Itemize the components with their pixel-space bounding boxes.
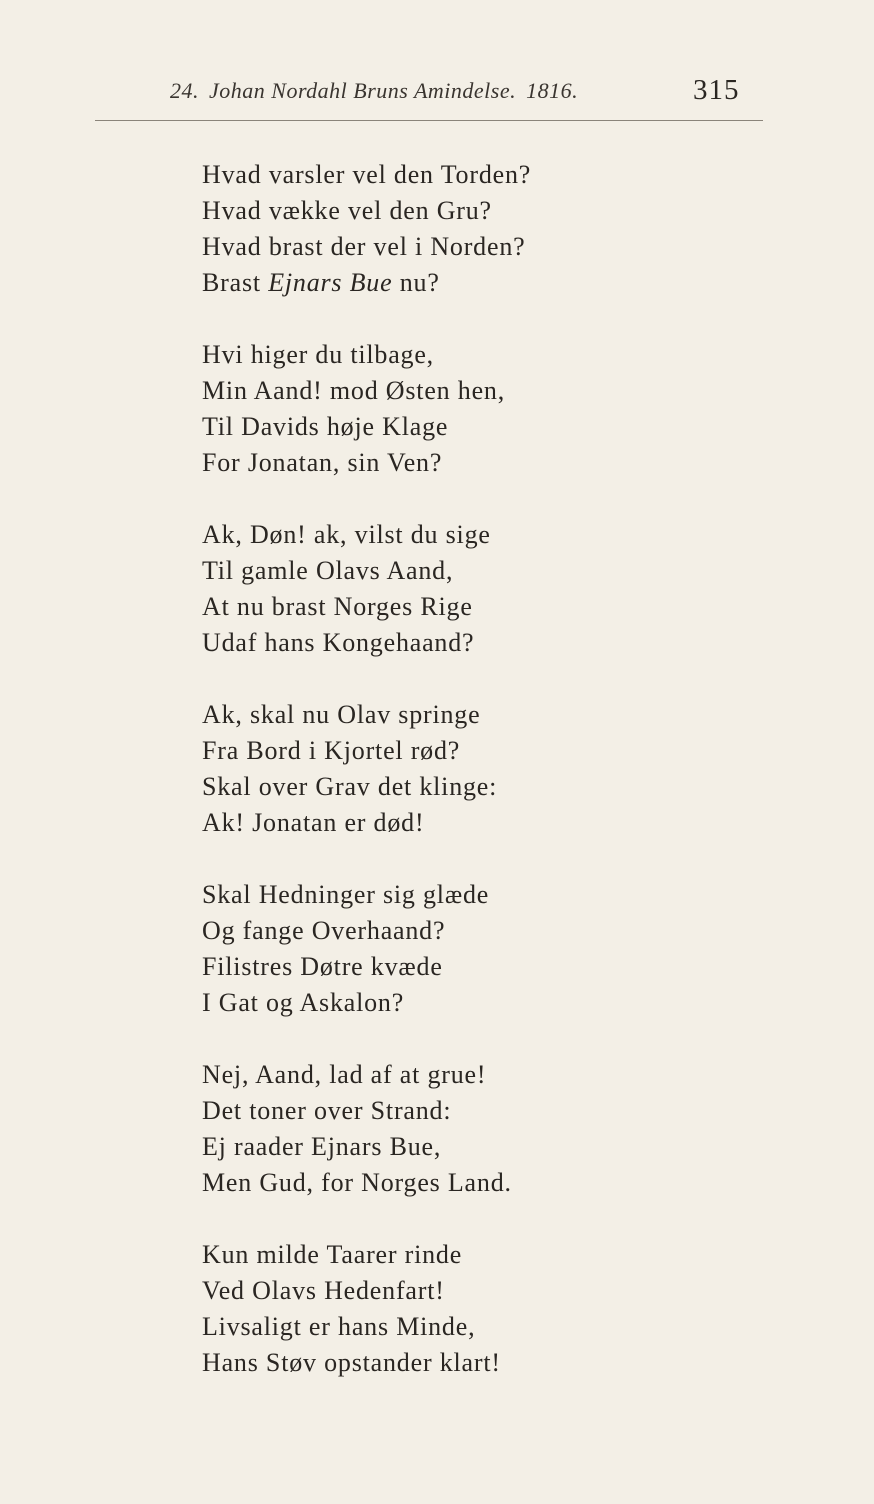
poem-line: Hvad brast der vel i Norden?: [202, 232, 526, 261]
stanza: [202, 1057, 762, 1237]
poem-line: Til gamle Olavs Aand,: [202, 556, 454, 585]
stanza: [202, 337, 762, 517]
poem: [202, 157, 762, 1417]
running-head: [170, 78, 582, 104]
poem-line: At nu brast Norges Rige: [202, 592, 473, 621]
poem-line: Til Davids høje Klage: [202, 412, 449, 441]
poem-line: Hvad vække vel den Gru?: [202, 196, 492, 225]
stanza: [202, 877, 762, 1057]
poem-line: I Gat og Askalon?: [202, 988, 405, 1017]
poem-line: Det toner over Strand:: [202, 1096, 452, 1125]
italic-name: Ejnars Bue: [268, 268, 393, 297]
running-header: [0, 72, 874, 112]
poem-line: Ak, skal nu Olav springe: [202, 700, 481, 729]
chapter-number: 24.: [170, 78, 199, 103]
poem-line: Hvi higer du tilbage,: [202, 340, 434, 369]
stanza: [202, 1237, 762, 1417]
poem-line: Men Gud, for Norges Land.: [202, 1168, 512, 1197]
poem-line: [202, 265, 762, 301]
poem-line: Hvad varsler vel den Torden?: [202, 160, 532, 189]
stanza: [202, 517, 762, 697]
poem-line: For Jonatan, sin Ven?: [202, 448, 443, 477]
line-text: Brast: [202, 268, 269, 297]
poem-line: Skal over Grav det klinge:: [202, 772, 498, 801]
poem-line: Skal Hedninger sig glæde: [202, 880, 490, 909]
line-text: nu?: [392, 268, 440, 297]
poem-line: Ved Olavs Hedenfart!: [202, 1276, 445, 1305]
poem-line: Ak, Døn! ak, vilst du sige: [202, 520, 491, 549]
stanza: [202, 157, 762, 337]
poem-line: Hans Støv opstander klart!: [202, 1348, 501, 1377]
poem-line: Udaf hans Kongehaand?: [202, 628, 475, 657]
poem-line: Livsaligt er hans Minde,: [202, 1312, 476, 1341]
poem-line: Min Aand! mod Østen hen,: [202, 376, 506, 405]
poem-line: Nej, Aand, lad af at grue!: [202, 1060, 487, 1089]
poem-line: Filistres Døtre kvæde: [202, 952, 443, 981]
chapter-year: 1816.: [526, 78, 579, 103]
page-number: 315: [693, 74, 740, 106]
poem-line: Og fange Overhaand?: [202, 916, 446, 945]
poem-line: Ej raader Ejnars Bue,: [202, 1132, 442, 1161]
header-rule: [95, 120, 763, 121]
stanza: [202, 697, 762, 877]
chapter-title: Johan Nordahl Bruns Amindelse.: [209, 78, 517, 103]
poem-line: Fra Bord i Kjortel rød?: [202, 736, 461, 765]
poem-line: Kun milde Taarer rinde: [202, 1240, 463, 1269]
poem-line: Ak! Jonatan er død!: [202, 808, 425, 837]
